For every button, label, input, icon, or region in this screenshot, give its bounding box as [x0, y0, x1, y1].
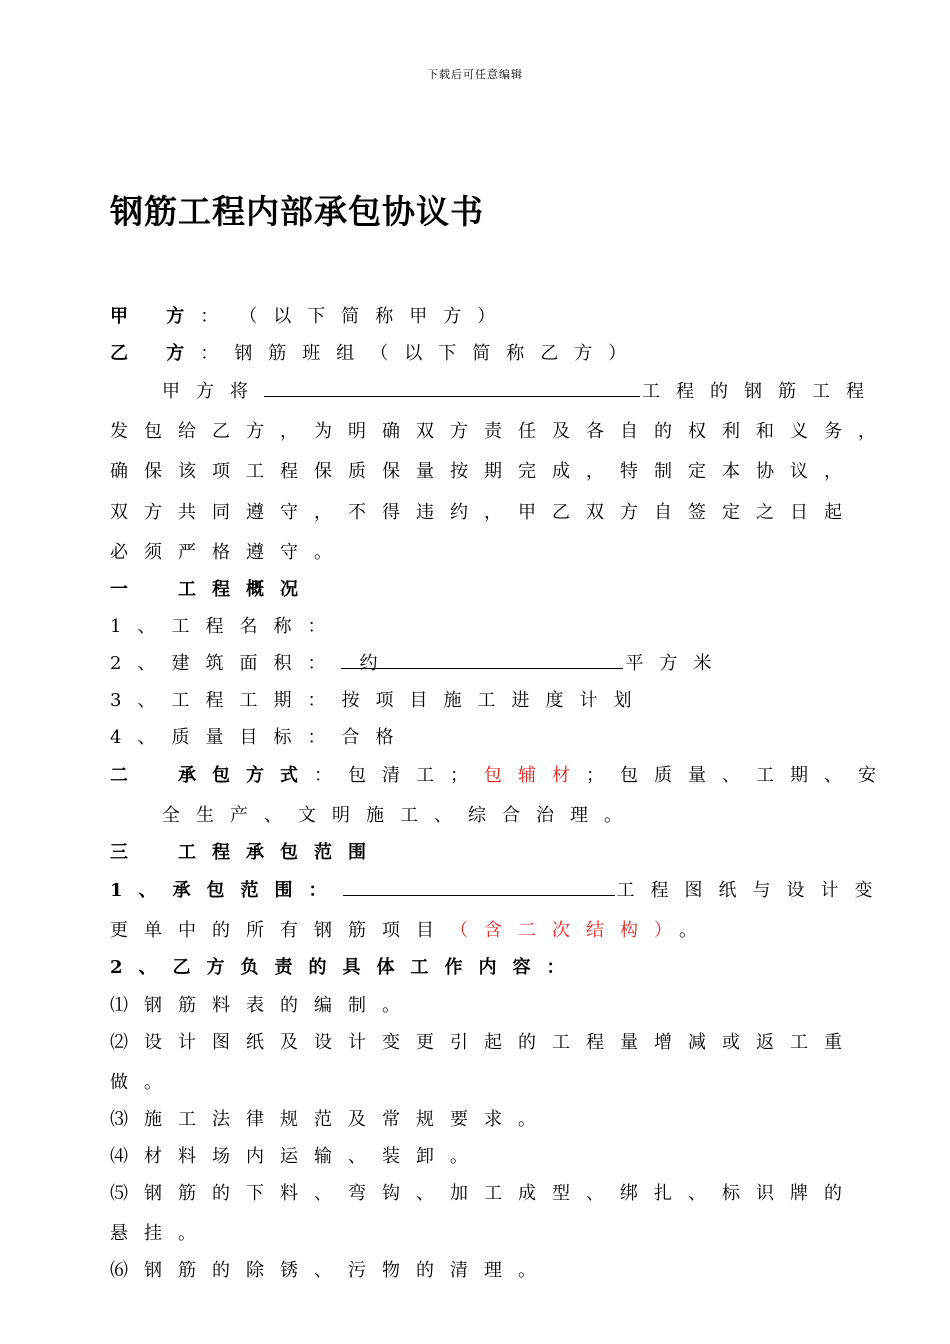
duty-item-2-cont: 做。 — [110, 1072, 178, 1093]
section-1-item-2 — [110, 651, 890, 677]
scope-line-1 — [110, 877, 890, 903]
intro-after-blank: 工程的钢筋工程 — [642, 381, 880, 402]
scope-after-blank: 工程图纸与设计变 — [616, 880, 889, 901]
section-2-red-text: 包辅材 — [484, 765, 586, 786]
intro-line-1 — [162, 378, 942, 404]
party-b-colon: ： — [200, 343, 235, 364]
intro-line-3: 确保该项工程保质保量按期完成，特制定本协议， — [110, 461, 858, 482]
scope-red-note: （含二次结构） — [450, 920, 679, 941]
duty-item-2: ⑵设计图纸及设计变更引起的工程量增减或返工重 — [110, 1032, 858, 1053]
intro-line-4: 双方共同遵守，不得违约，甲乙双方自签定之日起 — [110, 502, 858, 523]
scope-label: 1、承包范围： — [110, 880, 343, 901]
duty-item-5-cont: 悬挂。 — [110, 1223, 212, 1244]
party-b-label: 乙 方 — [110, 343, 201, 364]
party-a-colon: ： — [200, 306, 235, 327]
scope-blank — [343, 877, 615, 896]
party-a-label: 甲 方 — [110, 306, 201, 327]
duties-heading: 2、乙方负责的具体工作内容： — [110, 957, 581, 978]
party-b-text: 钢筋班组（以下简称乙方） — [234, 343, 643, 364]
duty-item-3: ⑶施工法律规范及常规要求。 — [110, 1109, 552, 1130]
duty-item-5: ⑸钢筋的下料、弯钩、加工成型、绑扎、标识牌的 — [110, 1183, 858, 1204]
section-2-part-1: 包清工； — [348, 765, 484, 786]
scope-line-2-end: 。 — [679, 920, 713, 941]
section-3-heading: 三 工程承包范围 — [110, 842, 382, 863]
party-a-text: （以下简称甲方） — [248, 306, 512, 327]
intro-start: 甲方将 — [162, 381, 264, 402]
section-2-heading: 二 承包方式 — [110, 765, 314, 786]
scope-line-2-start: 更单中的所有钢筋项目 — [110, 920, 450, 941]
duty-item-6: ⑹钢筋的除锈、污物的清理。 — [110, 1260, 552, 1281]
section-2-line-1 — [110, 763, 890, 789]
duty-item-4: ⑷材料场内运输、装卸。 — [110, 1146, 484, 1167]
document-title: 钢筋工程内部承包协议书 — [110, 192, 484, 231]
area-blank: 约 — [341, 651, 623, 669]
party-a-line — [110, 304, 890, 330]
area-label: 2、建筑面积： — [110, 653, 342, 674]
section-1-item-3: 3、工程工期：按项目施工进度计划 — [110, 690, 648, 711]
section-2-part-2: ；包质量、工期、安 — [586, 765, 892, 786]
project-name-blank — [264, 378, 640, 397]
section-2-colon: ： — [314, 765, 348, 786]
area-unit: 平方米 — [625, 653, 728, 674]
party-b-line — [110, 341, 890, 367]
intro-line-5: 必须严格遵守。 — [110, 542, 348, 563]
section-2-line-2: 全生产、文明施工、综合治理。 — [162, 805, 638, 826]
section-1-heading: 一 工程概况 — [110, 579, 314, 600]
duty-item-1: ⑴钢筋料表的编制。 — [110, 995, 416, 1016]
intro-line-2: 发包给乙方，为明确双方责任及各自的权利和义务， — [110, 421, 892, 442]
section-1-item-4: 4、质量目标：合格 — [110, 727, 410, 748]
header-note: 下载后可任意编辑 — [427, 68, 523, 81]
section-1-item-1: 1、工程名称： — [110, 616, 342, 637]
scope-line-2 — [110, 918, 890, 944]
